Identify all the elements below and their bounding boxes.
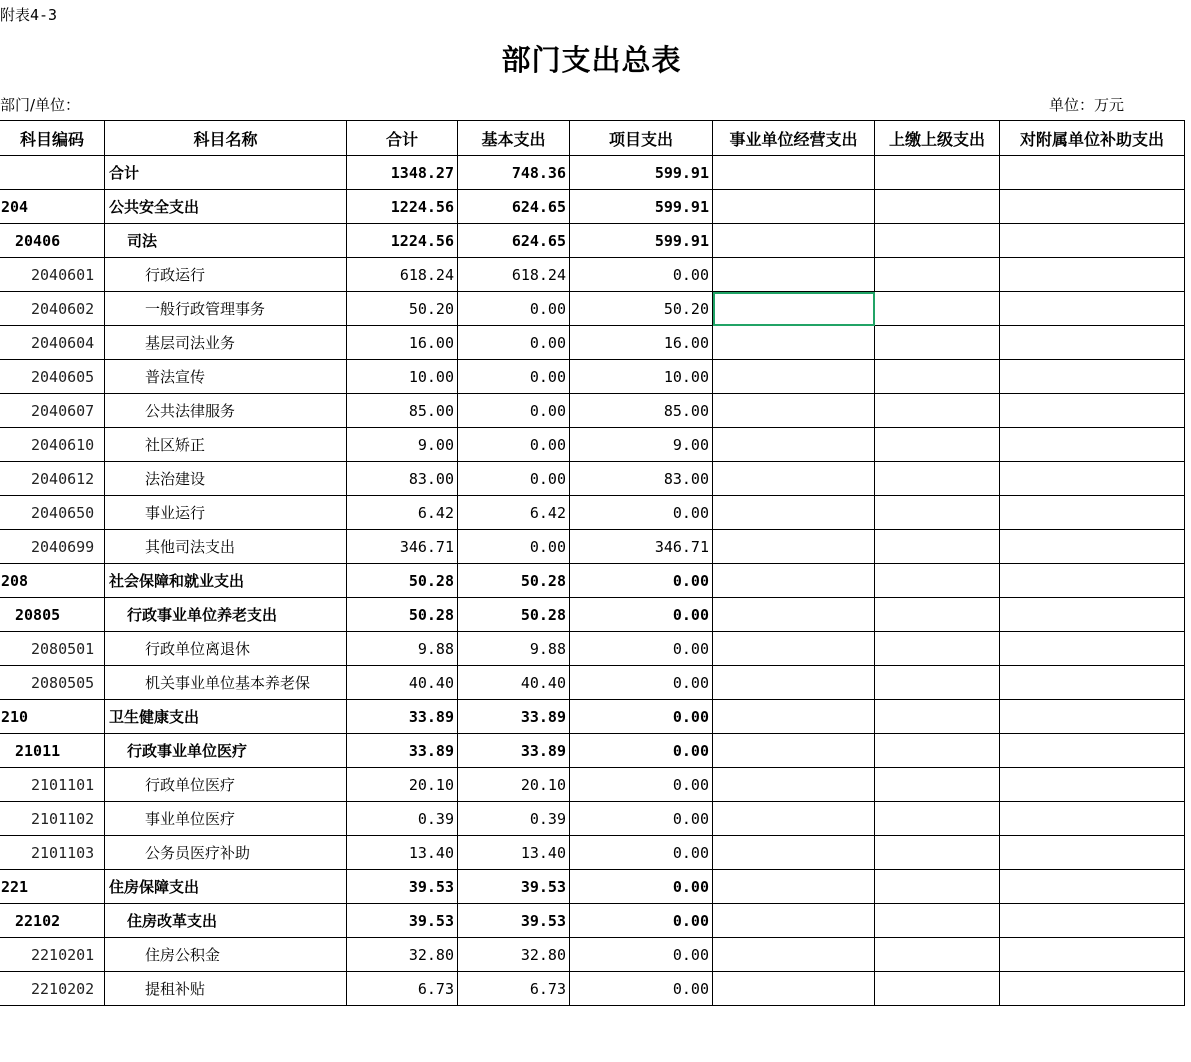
cell-subsidy[interactable] — [1000, 530, 1185, 564]
cell-basic[interactable]: 624.65 — [458, 190, 570, 224]
header-cell-basic[interactable]: 基本支出 — [458, 121, 570, 156]
cell-business[interactable] — [713, 496, 875, 530]
cell-project[interactable]: 599.91 — [570, 224, 713, 258]
cell-code[interactable]: 20805 — [0, 598, 105, 632]
cell-name[interactable]: 社区矫正 — [105, 428, 347, 462]
cell-code[interactable]: 22102 — [0, 904, 105, 938]
cell-business[interactable] — [713, 700, 875, 734]
cell-business[interactable] — [713, 734, 875, 768]
table-row — [0, 292, 1185, 326]
cell-basic[interactable]: 618.24 — [458, 258, 570, 292]
cell-upper[interactable] — [875, 836, 1000, 870]
cell-project[interactable]: 0.00 — [570, 768, 713, 802]
cell-subsidy[interactable] — [1000, 326, 1185, 360]
cell-business[interactable] — [713, 632, 875, 666]
cell-name[interactable]: 事业运行 — [105, 496, 347, 530]
cell-code[interactable]: 2101101 — [0, 768, 105, 802]
cell-business[interactable] — [713, 462, 875, 496]
cell-basic[interactable]: 13.40 — [458, 836, 570, 870]
cell-upper[interactable] — [875, 496, 1000, 530]
cell-business[interactable] — [713, 258, 875, 292]
cell-name[interactable]: 公共法律服务 — [105, 394, 347, 428]
cell-name[interactable]: 普法宣传 — [105, 360, 347, 394]
cell-subsidy[interactable] — [1000, 428, 1185, 462]
cell-business[interactable] — [713, 224, 875, 258]
cell-name[interactable]: 事业单位医疗 — [105, 802, 347, 836]
cell-business[interactable] — [713, 360, 875, 394]
cell-total[interactable]: 1348.27 — [347, 156, 458, 190]
cell-project[interactable]: 85.00 — [570, 394, 713, 428]
cell-basic[interactable]: 0.00 — [458, 530, 570, 564]
cell-subsidy[interactable] — [1000, 462, 1185, 496]
cell-business[interactable] — [713, 326, 875, 360]
cell-total[interactable]: 16.00 — [347, 326, 458, 360]
cell-subsidy[interactable] — [1000, 802, 1185, 836]
cell-subsidy[interactable] — [1000, 938, 1185, 972]
cell-name[interactable]: 基层司法业务 — [105, 326, 347, 360]
cell-project[interactable]: 16.00 — [570, 326, 713, 360]
cell-basic[interactable]: 0.00 — [458, 360, 570, 394]
cell-upper[interactable] — [875, 190, 1000, 224]
cell-total[interactable]: 6.42 — [347, 496, 458, 530]
cell-total[interactable]: 9.00 — [347, 428, 458, 462]
cell-subsidy[interactable] — [1000, 870, 1185, 904]
cell-total[interactable]: 9.88 — [347, 632, 458, 666]
cell-basic[interactable]: 0.39 — [458, 802, 570, 836]
cell-business[interactable] — [713, 190, 875, 224]
table-row — [0, 836, 1185, 870]
cell-upper[interactable] — [875, 156, 1000, 190]
cell-upper[interactable] — [875, 564, 1000, 598]
cell-code[interactable]: 2210201 — [0, 938, 105, 972]
cell-name[interactable]: 司法 — [105, 224, 347, 258]
cell-basic[interactable]: 33.89 — [458, 734, 570, 768]
cell-code[interactable]: 2040602 — [0, 292, 105, 326]
cell-project[interactable]: 0.00 — [570, 802, 713, 836]
cell-project[interactable]: 0.00 — [570, 496, 713, 530]
cell-name[interactable]: 住房改革支出 — [105, 904, 347, 938]
cell-subsidy[interactable] — [1000, 972, 1185, 1006]
table-row — [0, 632, 1185, 666]
table-row — [0, 462, 1185, 496]
cell-business[interactable] — [713, 598, 875, 632]
table-row — [0, 360, 1185, 394]
department-label: 部门/单位： — [0, 96, 81, 114]
table-row — [0, 938, 1185, 972]
cell-project[interactable]: 0.00 — [570, 904, 713, 938]
cell-basic[interactable]: 39.53 — [458, 904, 570, 938]
header-cell-name[interactable]: 科目名称 — [105, 121, 347, 156]
table-row — [0, 224, 1185, 258]
cell-name[interactable]: 合计 — [105, 156, 347, 190]
cell-name[interactable]: 住房保障支出 — [105, 870, 347, 904]
cell-project[interactable]: 599.91 — [570, 156, 713, 190]
cell-code[interactable]: 20406 — [0, 224, 105, 258]
cell-business[interactable] — [713, 394, 875, 428]
cell-project[interactable]: 0.00 — [570, 870, 713, 904]
cell-subsidy[interactable] — [1000, 904, 1185, 938]
cell-project[interactable]: 0.00 — [570, 598, 713, 632]
header-row — [0, 121, 1185, 156]
cell-name[interactable]: 提租补贴 — [105, 972, 347, 1006]
cell-upper[interactable] — [875, 870, 1000, 904]
table-row — [0, 530, 1185, 564]
cell-business[interactable] — [713, 972, 875, 1006]
cell-code[interactable] — [0, 156, 105, 190]
cell-basic[interactable]: 39.53 — [458, 870, 570, 904]
cell-basic[interactable]: 6.73 — [458, 972, 570, 1006]
cell-total[interactable]: 346.71 — [347, 530, 458, 564]
unit-label: 单位：万元 — [1049, 96, 1125, 114]
expenditure-table — [0, 120, 1185, 1006]
cell-name[interactable]: 行政运行 — [105, 258, 347, 292]
table-row — [0, 564, 1185, 598]
cell-upper[interactable] — [875, 768, 1000, 802]
cell-total[interactable]: 1224.56 — [347, 190, 458, 224]
cell-name[interactable]: 行政单位离退休 — [105, 632, 347, 666]
cell-project[interactable]: 0.00 — [570, 972, 713, 1006]
cell-code[interactable]: 208 — [0, 564, 105, 598]
cell-code[interactable]: 210 — [0, 700, 105, 734]
cell-subsidy[interactable] — [1000, 836, 1185, 870]
cell-subsidy[interactable] — [1000, 700, 1185, 734]
cell-upper[interactable] — [875, 462, 1000, 496]
cell-code[interactable]: 2040601 — [0, 258, 105, 292]
cell-business[interactable] — [713, 564, 875, 598]
header-cell-code[interactable]: 科目编码 — [0, 121, 105, 156]
cell-upper[interactable] — [875, 666, 1000, 700]
cell-total[interactable]: 39.53 — [347, 870, 458, 904]
cell-project[interactable]: 0.00 — [570, 836, 713, 870]
table-body — [0, 156, 1185, 1006]
table-row — [0, 156, 1185, 190]
cell-total[interactable]: 50.28 — [347, 598, 458, 632]
cell-project[interactable]: 599.91 — [570, 190, 713, 224]
cell-subsidy[interactable] — [1000, 224, 1185, 258]
cell-subsidy[interactable] — [1000, 292, 1185, 326]
cell-upper[interactable] — [875, 360, 1000, 394]
cell-total[interactable]: 618.24 — [347, 258, 458, 292]
cell-business[interactable] — [713, 904, 875, 938]
cell-basic[interactable]: 624.65 — [458, 224, 570, 258]
cell-total[interactable]: 6.73 — [347, 972, 458, 1006]
cell-total[interactable]: 39.53 — [347, 904, 458, 938]
cell-basic[interactable]: 748.36 — [458, 156, 570, 190]
cell-basic[interactable]: 0.00 — [458, 428, 570, 462]
cell-name[interactable]: 行政事业单位医疗 — [105, 734, 347, 768]
cell-project[interactable]: 0.00 — [570, 734, 713, 768]
table-row — [0, 768, 1185, 802]
cell-total[interactable]: 85.00 — [347, 394, 458, 428]
cell-project[interactable]: 9.00 — [570, 428, 713, 462]
cell-business[interactable] — [713, 768, 875, 802]
cell-upper[interactable] — [875, 224, 1000, 258]
cell-upper[interactable] — [875, 326, 1000, 360]
table-row — [0, 258, 1185, 292]
cell-business[interactable] — [713, 938, 875, 972]
cell-code[interactable]: 2040604 — [0, 326, 105, 360]
cell-subsidy[interactable] — [1000, 394, 1185, 428]
table-row — [0, 870, 1185, 904]
cell-basic[interactable]: 0.00 — [458, 462, 570, 496]
cell-code[interactable]: 21011 — [0, 734, 105, 768]
cell-basic[interactable]: 9.88 — [458, 632, 570, 666]
cell-project[interactable]: 0.00 — [570, 700, 713, 734]
cell-total[interactable]: 40.40 — [347, 666, 458, 700]
cell-upper[interactable] — [875, 700, 1000, 734]
cell-name[interactable]: 行政事业单位养老支出 — [105, 598, 347, 632]
cell-total[interactable]: 1224.56 — [347, 224, 458, 258]
cell-subsidy[interactable] — [1000, 768, 1185, 802]
cell-total[interactable]: 13.40 — [347, 836, 458, 870]
table-row — [0, 496, 1185, 530]
cell-code[interactable]: 2040607 — [0, 394, 105, 428]
cell-basic[interactable]: 0.00 — [458, 292, 570, 326]
cell-project[interactable]: 50.20 — [570, 292, 713, 326]
cell-total[interactable]: 33.89 — [347, 734, 458, 768]
cell-code[interactable]: 2040605 — [0, 360, 105, 394]
cell-basic[interactable]: 20.10 — [458, 768, 570, 802]
cell-name[interactable]: 行政单位医疗 — [105, 768, 347, 802]
table-row — [0, 904, 1185, 938]
cell-upper[interactable] — [875, 938, 1000, 972]
cell-project[interactable]: 0.00 — [570, 632, 713, 666]
cell-upper[interactable] — [875, 428, 1000, 462]
cell-project[interactable]: 0.00 — [570, 258, 713, 292]
cell-project[interactable]: 0.00 — [570, 564, 713, 598]
cell-basic[interactable]: 40.40 — [458, 666, 570, 700]
cell-project[interactable]: 0.00 — [570, 938, 713, 972]
cell-subsidy[interactable] — [1000, 190, 1185, 224]
cell-total[interactable]: 33.89 — [347, 700, 458, 734]
cell-upper[interactable] — [875, 258, 1000, 292]
cell-upper[interactable] — [875, 394, 1000, 428]
cell-subsidy[interactable] — [1000, 734, 1185, 768]
cell-upper[interactable] — [875, 904, 1000, 938]
cell-name[interactable]: 住房公积金 — [105, 938, 347, 972]
cell-code[interactable]: 2040612 — [0, 462, 105, 496]
cell-total[interactable]: 10.00 — [347, 360, 458, 394]
cell-code[interactable]: 204 — [0, 190, 105, 224]
cell-subsidy[interactable] — [1000, 598, 1185, 632]
cell-name[interactable]: 社会保障和就业支出 — [105, 564, 347, 598]
table-title: 部门支出总表 — [501, 43, 682, 77]
cell-total[interactable]: 50.20 — [347, 292, 458, 326]
cell-total[interactable]: 0.39 — [347, 802, 458, 836]
cell-code[interactable]: 2040650 — [0, 496, 105, 530]
cell-basic[interactable]: 0.00 — [458, 326, 570, 360]
table-row — [0, 326, 1185, 360]
cell-name[interactable]: 其他司法支出 — [105, 530, 347, 564]
cell-total[interactable]: 83.00 — [347, 462, 458, 496]
cell-basic[interactable]: 50.28 — [458, 564, 570, 598]
cell-business[interactable] — [713, 836, 875, 870]
cell-subsidy[interactable] — [1000, 156, 1185, 190]
cell-business[interactable] — [713, 428, 875, 462]
cell-business[interactable] — [713, 530, 875, 564]
header-cell-project[interactable]: 项目支出 — [570, 121, 713, 156]
cell-total[interactable]: 32.80 — [347, 938, 458, 972]
cell-code[interactable]: 2080505 — [0, 666, 105, 700]
cell-subsidy[interactable] — [1000, 258, 1185, 292]
cell-code[interactable]: 2101102 — [0, 802, 105, 836]
cell-basic[interactable]: 6.42 — [458, 496, 570, 530]
cell-name[interactable]: 机关事业单位基本养老保 — [105, 666, 347, 700]
cell-business[interactable] — [713, 870, 875, 904]
cell-upper[interactable] — [875, 530, 1000, 564]
cell-name[interactable]: 公务员医疗补助 — [105, 836, 347, 870]
cell-upper[interactable] — [875, 802, 1000, 836]
header-cell-total[interactable]: 合计 — [347, 121, 458, 156]
cell-project[interactable]: 346.71 — [570, 530, 713, 564]
annex-label: 附表4-3 — [0, 6, 58, 24]
cell-upper[interactable] — [875, 292, 1000, 326]
cell-code[interactable]: 2210202 — [0, 972, 105, 1006]
cell-code[interactable]: 2040610 — [0, 428, 105, 462]
table-row — [0, 802, 1185, 836]
cell-name[interactable]: 法治建设 — [105, 462, 347, 496]
cell-basic[interactable]: 32.80 — [458, 938, 570, 972]
cell-subsidy[interactable] — [1000, 496, 1185, 530]
table-row — [0, 666, 1185, 700]
cell-code[interactable]: 2101103 — [0, 836, 105, 870]
table-row — [0, 972, 1185, 1006]
cell-code[interactable]: 2040699 — [0, 530, 105, 564]
header-cell-subsidy[interactable]: 对附属单位补助支出 — [1000, 121, 1185, 156]
cell-name[interactable]: 一般行政管理事务 — [105, 292, 347, 326]
table-row — [0, 700, 1185, 734]
cell-basic[interactable]: 33.89 — [458, 700, 570, 734]
table-row — [0, 394, 1185, 428]
cell-business[interactable] — [713, 802, 875, 836]
cell-subsidy[interactable] — [1000, 564, 1185, 598]
table-row — [0, 190, 1185, 224]
cell-name[interactable]: 公共安全支出 — [105, 190, 347, 224]
table-row — [0, 734, 1185, 768]
cell-subsidy[interactable] — [1000, 360, 1185, 394]
header-cell-upper[interactable]: 上缴上级支出 — [875, 121, 1000, 156]
cell-upper[interactable] — [875, 972, 1000, 1006]
cell-upper[interactable] — [875, 734, 1000, 768]
cell-upper[interactable] — [875, 632, 1000, 666]
cell-project[interactable]: 83.00 — [570, 462, 713, 496]
cell-basic[interactable]: 0.00 — [458, 394, 570, 428]
cell-subsidy[interactable] — [1000, 632, 1185, 666]
cell-code[interactable]: 221 — [0, 870, 105, 904]
cell-upper[interactable] — [875, 598, 1000, 632]
cell-name[interactable]: 卫生健康支出 — [105, 700, 347, 734]
selected-cell[interactable] — [713, 292, 875, 326]
cell-project[interactable]: 10.00 — [570, 360, 713, 394]
cell-basic[interactable]: 50.28 — [458, 598, 570, 632]
header-cell-business[interactable]: 事业单位经营支出 — [713, 121, 875, 156]
cell-business[interactable] — [713, 156, 875, 190]
cell-project[interactable]: 0.00 — [570, 666, 713, 700]
table-row — [0, 428, 1185, 462]
cell-business[interactable] — [713, 666, 875, 700]
cell-code[interactable]: 2080501 — [0, 632, 105, 666]
cell-subsidy[interactable] — [1000, 666, 1185, 700]
cell-total[interactable]: 20.10 — [347, 768, 458, 802]
table-row — [0, 598, 1185, 632]
cell-total[interactable]: 50.28 — [347, 564, 458, 598]
